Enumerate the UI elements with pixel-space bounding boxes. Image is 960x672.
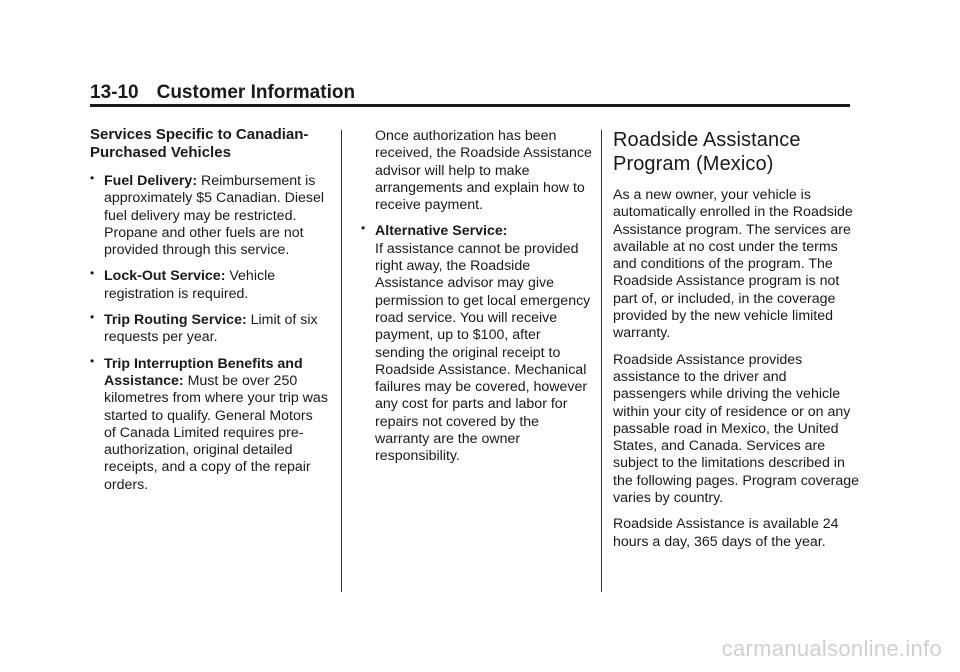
column-divider: [601, 130, 602, 592]
watermark: carmanualsonline.info: [721, 636, 942, 661]
item-text: Vehicle registration is required.: [104, 268, 276, 302]
paragraph: As a new owner, your vehicle is automatically enrolled in the Roadside Assistance program. The services are available at no cost under the terms and conditions of the program. The Roadside Assistance program is not part of, or included, in the coverage provided by the new vehicle limited warranty.: [613, 187, 853, 342]
mexico-program-heading: Roadside Assistance Program (Mexico): [613, 129, 801, 175]
item-text: Limit of six requests per year.: [104, 312, 318, 346]
page-title: [90, 81, 850, 105]
bullet-icon: •: [90, 353, 95, 368]
page-header: [90, 81, 850, 105]
column-3: [613, 128, 863, 560]
item-text: Must be over 250 kilometres from where your trip was started to qualify. General Motors of Canada Limited requires pre-authorization, original detailed receipts, and a copy of the repair orders.: [104, 372, 328, 493]
bullet-icon: •: [90, 171, 95, 185]
header-rule: [90, 104, 850, 107]
item-term: Trip Interruption Benefits and Assistance:: [104, 355, 303, 389]
list-item: [90, 353, 328, 494]
column-2: [361, 128, 593, 475]
alternative-service-list: [361, 223, 593, 465]
bullet-icon: •: [90, 266, 95, 281]
list-item: [90, 173, 328, 259]
item-text: Reimbursement is approximately $5 Canadian. Diesel fuel delivery may be restricted. Propane and other fuels are not provided through this service.: [104, 173, 325, 259]
column-divider: [341, 130, 342, 592]
item-text: If assistance cannot be provided right away, the Roadside Assistance advisor may give permission to get local emergency road service. You will receive payment, up to $100, after sending the original receipt to Roadside Assistance. Mechanical failures may be covered, however any cost for parts and labor for repairs not covered by the warranty are the owner responsibility.: [375, 240, 591, 465]
continuation-paragraph: Once authorization has been received, the Roadside Assistance advisor will help to make arrangements and explain how to receive payment.: [375, 128, 592, 214]
section-title: Customer Information: [156, 82, 356, 103]
item-term: Alternative Service:: [375, 223, 508, 240]
bullet-icon: •: [90, 310, 95, 325]
paragraph: Roadside Assistance provides assistance to the driver and passengers while driving the vehicle within your city of residence or on any passable road in Mexico, the United States, and Canada. Services are subject to the limitations described in the following pages. Program coverage varies by country.: [613, 351, 860, 507]
canadian-services-heading: Services Specific to Canadian-Purchased Vehicles: [90, 126, 309, 161]
bullet-icon: •: [361, 221, 366, 236]
page-number: 13-10: [90, 82, 139, 103]
item-term: Trip Routing Service:: [104, 312, 247, 329]
canadian-services-list: [90, 173, 328, 494]
paragraph: Roadside Assistance is available 24 hours a day, 365 days of the year.: [613, 516, 839, 550]
list-item: [90, 268, 328, 303]
column-1: [90, 126, 328, 503]
item-term: Lock-Out Service:: [104, 268, 226, 285]
list-item: [361, 223, 593, 465]
item-term: Fuel Delivery:: [104, 173, 198, 189]
list-item: [90, 312, 328, 347]
